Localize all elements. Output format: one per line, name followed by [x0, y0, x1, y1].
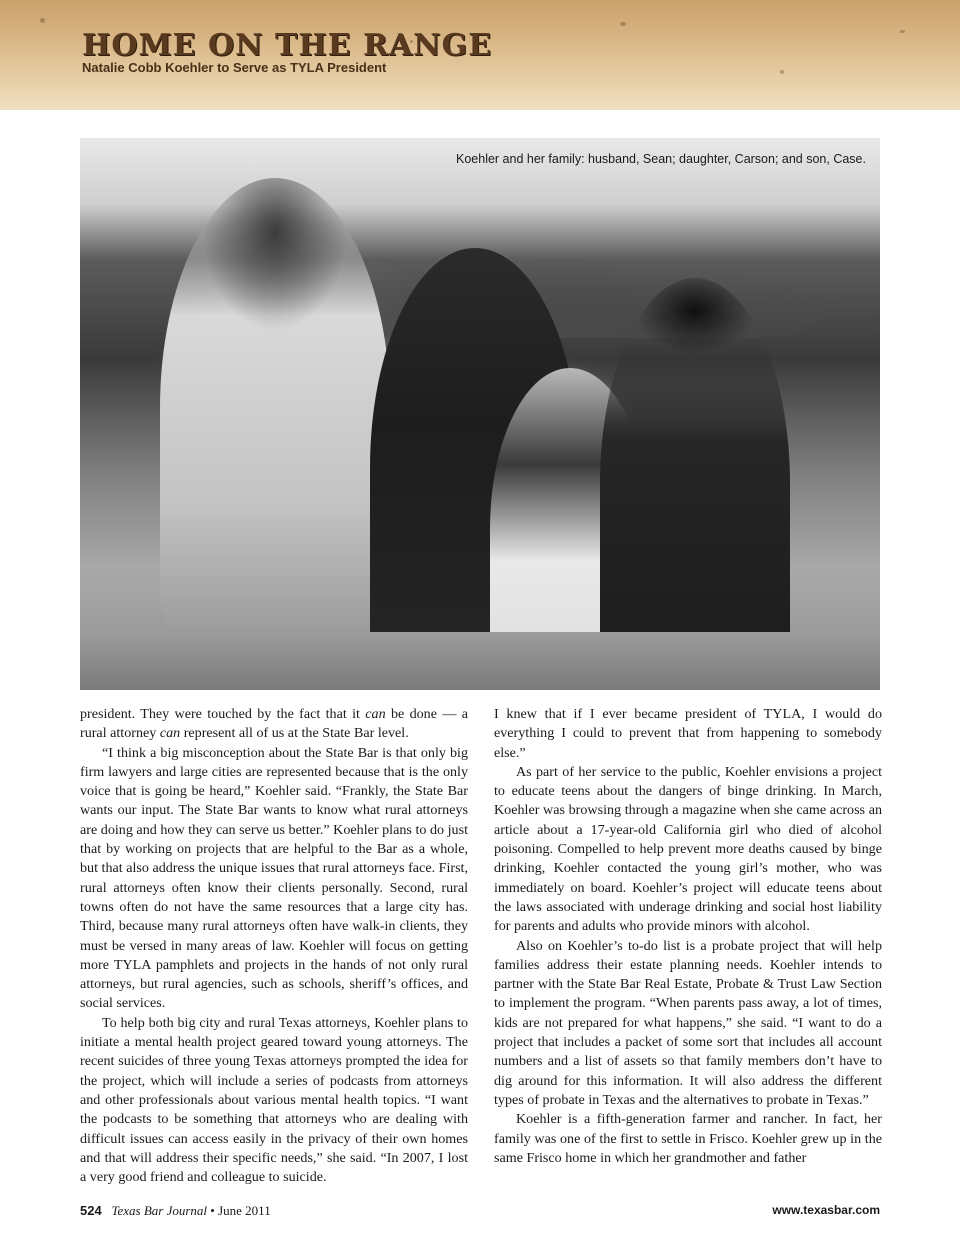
article-subtitle: Natalie Cobb Koehler to Serve as TYLA President [82, 60, 387, 75]
website-link[interactable]: www.texasbar.com [772, 1203, 880, 1217]
paragraph: To help both big city and rural Texas attorneys, Koehler plans to initiate a mental health project geared toward young attorneys. The recent suicides of three young Texas attorneys prompted the idea for the project, which will include a series of podcasts from attorneys and other professionals about various mental health topics. “I want the podcasts to be something that attorneys who are dealing with difficult issues can access easily in the privacy of their own homes and that will address their specific needs,” she said. “In 2007, I lost a very good friend and colleague to suicide. [80, 1014, 468, 1186]
text-span: be done — a rural attorney [80, 706, 468, 742]
photo-caption: Koehler and her family: husband, Sean; daughter, Carson; and son, Case. [456, 152, 866, 166]
emphasis: can [159, 725, 181, 742]
text-span: president. They were touched by the fact that it [80, 706, 366, 722]
paragraph: I knew that if I ever became president of TYLA, I would do everything I could to prevent that from happening to somebody else.” [494, 706, 882, 761]
separator-bullet: • [210, 1203, 215, 1218]
page-number: 524 [80, 1203, 102, 1218]
issue-date: June 2011 [218, 1203, 271, 1218]
paragraph: As part of her service to the public, Koehler envisions a project to educate teens about the dangers of binge drinking. In March, Koehler was browsing through a magazine when she came across an article about a 17-year-old California girl who died of alcohol poisoning. Compelled to help prevent more deaths caused by binge drinking, Koehler contacted the young girl’s mother, who was immediately on board. Koehler’s project will educate teens about the laws associated with underage drinking and social host liability for parents and adults who provide minors with alcohol. [494, 763, 882, 935]
article-column-left [80, 705, 468, 1187]
paragraph: Also on Koehler’s to-do list is a probate project that will help families address their estate planning needs. Koehler intends to partner with the State Bar Real Estate, Probate & Trust Law Section to implement the program. “When parents pass away, a lot of times, kids are not prepared for what happens,” she said. “I want to do a project that includes a packet of some sort that includes all account numbers and a list of assets so that family members don’t have to dig around for this information. It will also address the different types of probate in Texas and the alternatives to probate in Texas.” [494, 937, 882, 1108]
journal-name: Texas Bar Journal [111, 1203, 208, 1218]
text-span: represent all of us at the State Bar level. [180, 725, 409, 742]
family-photo [80, 138, 880, 690]
page-footer [80, 1203, 880, 1221]
section-title: HOME ON THE RANGE [82, 28, 493, 63]
photo-figure-husband [160, 178, 390, 638]
emphasis: can [365, 706, 386, 722]
header-banner [0, 0, 960, 110]
article-column-right [494, 705, 882, 1168]
photo-figure-son [600, 278, 790, 690]
paragraph: “I think a big misconception about the State Bar is that only big firm lawyers and large cities are represented because that is the only voice that is going be heard,” Koehler said. “Frankly, the State Bar wants our input. The State Bar wants to know what rural attorneys are doing and how they can serve us better.” Koehler plans to do just that by working on projects that are helpful to the Bar as a whole, but that also address the unique issues that rural attorneys face. First, rural attorneys often know their clients personally. Second, rural towns often do not have the same resources that a large city has. Third, because many rural attorneys often have walk-in clients, they must be versed in many areas of law. Koehler will focus on getting more TYLA pamphlets and projects in the hands of not only rural attorneys, but rural agencies, such as schools, sheriff’s offices, and social services. [80, 744, 468, 1012]
footer-left [80, 1203, 271, 1219]
photo-stone-wall [80, 632, 880, 690]
paragraph: Koehler is a fifth-generation farmer and rancher. In fact, her family was one of the first to settle in Frisco. Koehler grew up in the same Frisco home in which her grandmother and father [494, 1111, 882, 1166]
paragraph [80, 705, 468, 744]
